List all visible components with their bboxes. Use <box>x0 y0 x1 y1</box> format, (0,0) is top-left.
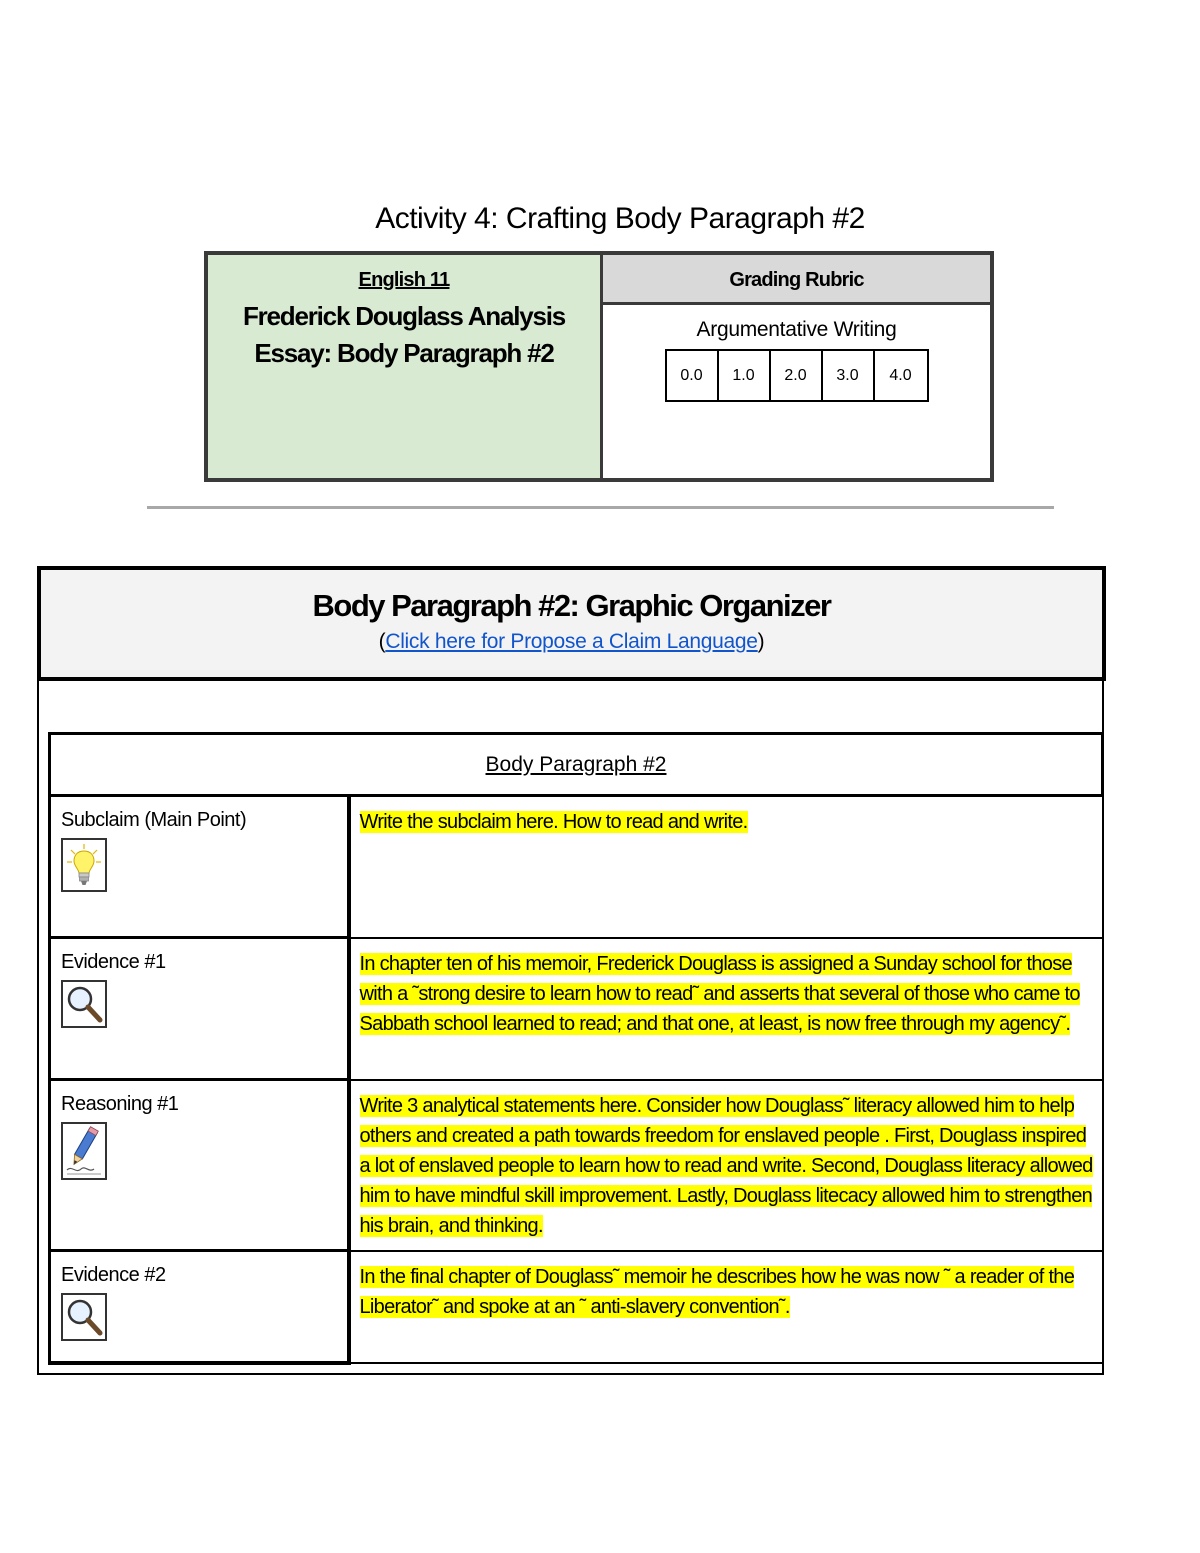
course-name: English 11 <box>358 269 450 291</box>
row-content-cell[interactable] <box>349 1251 1103 1363</box>
rubric-heading: Grading Rubric <box>603 255 990 305</box>
magnifying-glass-icon <box>61 980 107 1028</box>
evidence-2-text: In the final chapter of Douglass˜ memoir he describes how he was now ˜ a reader of the Liberator˜ and spoke at an ˜ anti-slavery convention˜. <box>359 1265 1075 1318</box>
score-option[interactable]: 3.0 <box>823 351 875 400</box>
lightbulb-icon <box>61 838 107 892</box>
row-label: Evidence #1 <box>61 951 166 973</box>
graphic-organizer-table <box>48 732 1104 1365</box>
row-label: Subclaim (Main Point) <box>61 809 247 831</box>
activity-title: Activity 4: Crafting Body Paragraph #2 <box>375 202 865 235</box>
organizer-header <box>37 566 1106 681</box>
table-row <box>50 1251 1103 1363</box>
score-option[interactable]: 1.0 <box>719 351 771 400</box>
score-option[interactable]: 0.0 <box>667 351 719 400</box>
assignment-header <box>204 251 994 482</box>
subclaim-text: Write the subclaim here. How to read and write. <box>359 811 748 833</box>
rubric-subtitle: Argumentative Writing <box>696 318 897 341</box>
row-label-cell <box>50 938 349 1080</box>
horizontal-divider <box>147 506 1054 509</box>
row-label-cell <box>50 1080 349 1251</box>
row-label-cell <box>50 1251 349 1363</box>
row-label-cell <box>50 796 349 938</box>
organizer-title: Body Paragraph #2: Graphic Organizer <box>312 588 831 623</box>
reasoning-1-text: Write 3 analytical statements here. Consider how Douglass˜ literacy allowed him to help others and created a path towards freedom for enslaved people . First, Douglass inspired a lot of enslaved people to learn how to read and write. Second, Douglass literacy allowed him to have mindful skill improvement. Lastly, Douglass litecacy allowed him to strengthen his brain, and thinking. <box>359 1094 1093 1237</box>
table-row <box>50 796 1103 938</box>
link-open-paren: ( <box>378 630 386 653</box>
score-scale <box>665 349 929 402</box>
essay-title-line-1: Frederick Douglass Analysis <box>242 301 566 331</box>
claim-language-link-line <box>41 630 1102 654</box>
score-option[interactable]: 4.0 <box>889 367 912 384</box>
course-info-cell <box>208 255 603 478</box>
magnifying-glass-icon <box>61 1293 107 1341</box>
table-row <box>50 938 1103 1080</box>
row-label: Reasoning #1 <box>61 1093 179 1115</box>
table-row <box>50 1080 1103 1251</box>
essay-title-line-2: Essay: Body Paragraph #2 <box>254 338 554 368</box>
grading-rubric-cell <box>603 255 990 478</box>
evidence-1-text: In chapter ten of his memoir, Frederick Douglass is assigned a Sunday school for those with a ˜strong desire to learn how to read˜ and asserts that several of those who came to Sabbath school learned to read; and that one, at least, is now free through my agency˜. <box>359 952 1080 1035</box>
row-content-cell[interactable] <box>349 1080 1103 1251</box>
row-content-cell[interactable] <box>349 796 1103 938</box>
link-close-paren: ) <box>757 630 765 653</box>
row-content-cell[interactable] <box>349 938 1103 1080</box>
score-option[interactable]: 2.0 <box>771 351 823 400</box>
table-title: Body Paragraph #2 <box>50 734 1103 796</box>
essay-title <box>208 298 600 372</box>
claim-language-link[interactable]: Click here for Propose a Claim Language <box>385 630 758 653</box>
row-label: Evidence #2 <box>61 1264 166 1286</box>
pencil-writing-icon <box>61 1122 107 1180</box>
